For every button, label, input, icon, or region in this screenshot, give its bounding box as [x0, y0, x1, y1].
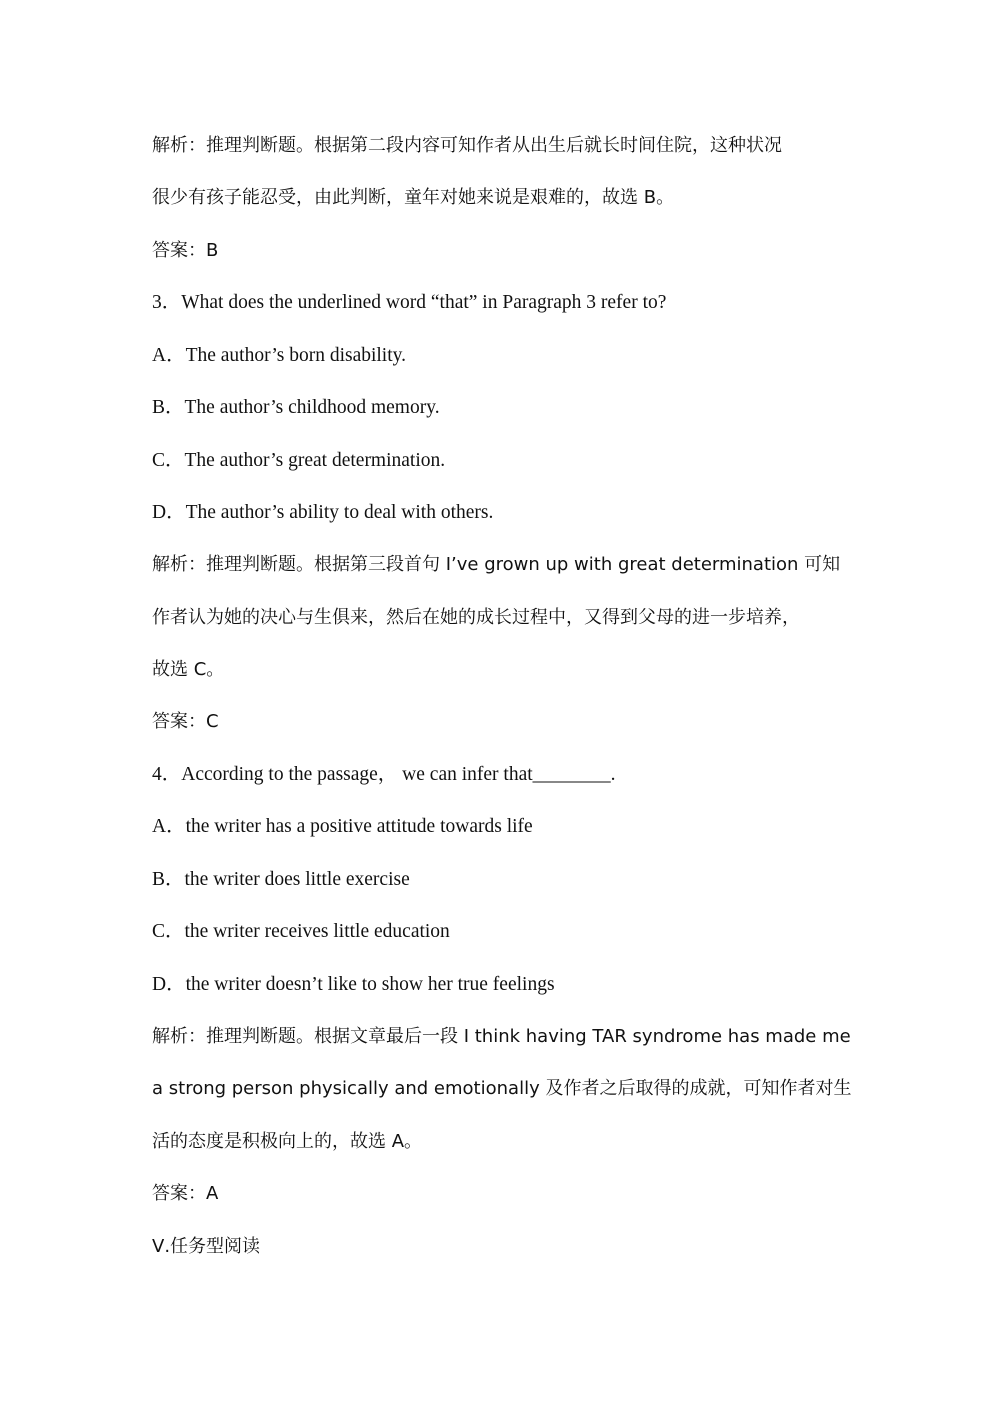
analysis-q4-line-3: 活的态度是积极向上的，故选 A。 — [152, 1131, 423, 1152]
analysis-q4-line-2: a strong person physically and emotionally 及作者之后取得的成就，可知作者对生 — [152, 1078, 852, 1099]
answer-q2: 答案：B — [152, 240, 219, 261]
answer-q3: 答案：C — [152, 711, 219, 732]
q3-option-b: B．The author’s childhood memory. — [152, 397, 440, 418]
answer-q4: 答案：A — [152, 1183, 219, 1204]
analysis-q4-line-1: 解析：推理判断题。根据文章最后一段 I think having TAR syndrome has made me — [152, 1026, 851, 1047]
analysis-q2-line-2: 很少有孩子能忍受，由此判断，童年对她来说是艰难的，故选 B。 — [152, 187, 675, 208]
analysis-q3-line-2: 作者认为她的决心与生俱来，然后在她的成长过程中，又得到父母的进一步培养， — [152, 607, 800, 628]
q4-option-b: B．the writer does little exercise — [152, 869, 410, 890]
q3-option-c: C．The author’s great determination. — [152, 450, 446, 471]
q4-option-d: D．the writer doesn’t like to show her true feelings — [152, 974, 555, 995]
analysis-q2-line-1: 解析：推理判断题。根据第二段内容可知作者从出生后就长时间住院，这种状况 — [152, 135, 782, 156]
section-heading-task-reading: Ⅴ.任务型阅读 — [152, 1236, 261, 1257]
analysis-q3-line-3: 故选 C。 — [152, 659, 225, 680]
q3-option-a: A．The author’s born disability. — [152, 345, 407, 366]
analysis-q3-line-1: 解析：推理判断题。根据第三段首句 I’ve grown up with great determination 可知 — [152, 554, 841, 575]
question-4: 4．According to the passage， we can infer that________. — [152, 764, 616, 785]
q4-option-a: A．the writer has a positive attitude towards life — [152, 816, 533, 837]
question-3: 3．What does the underlined word “that” in Paragraph 3 refer to? — [152, 292, 667, 313]
q3-option-d: D．The author’s ability to deal with others. — [152, 502, 494, 523]
q4-option-c: C．the writer receives little education — [152, 921, 450, 942]
